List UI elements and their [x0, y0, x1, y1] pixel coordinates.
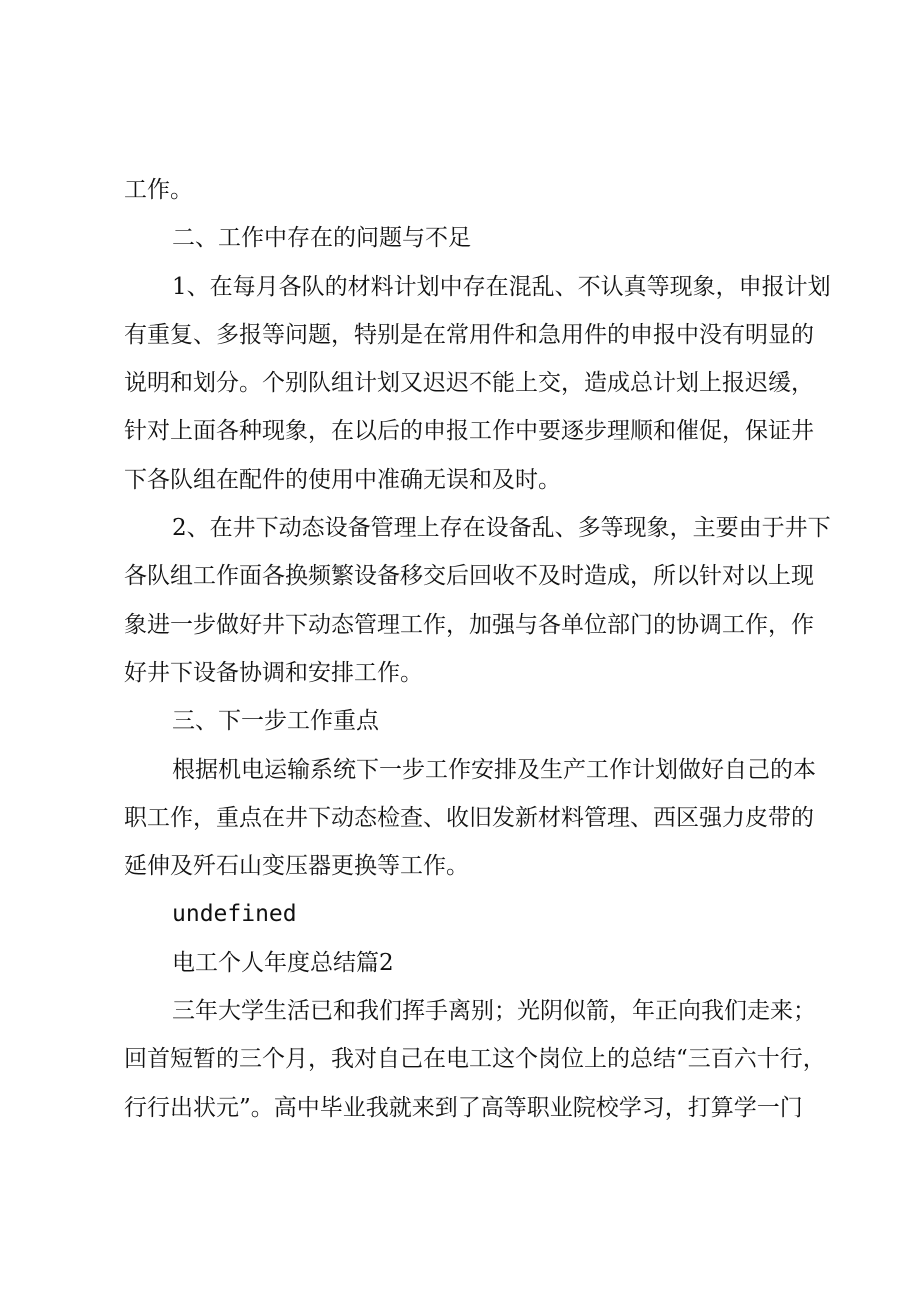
- paragraph-line: 2、在井下动态设备管理上存在设备乱、多等现象，主要由于井下: [172, 515, 831, 542]
- paragraph-line: 职工作，重点在井下动态检查、收旧发新材料管理、西区强力皮带的: [124, 804, 814, 831]
- section-heading: 三、下一步工作重点: [172, 708, 379, 735]
- article-title: 电工个人年度总结篇2: [172, 949, 394, 976]
- paragraph-line: 下各队组在配件的使用中准确无误和及时。: [124, 466, 561, 493]
- document-body: [124, 166, 831, 1132]
- paragraph-line: 说明和划分。个别队组计划又迟迟不能上交，造成总计划上报迟缓，: [124, 370, 814, 397]
- paragraph-line: 三年大学生活已和我们挥手离别；光阴似箭，年正向我们走来；: [172, 998, 816, 1025]
- paragraph-line: 工作。: [124, 177, 193, 203]
- paragraph-line: 有重复、多报等问题，特别是在常用件和急用件的申报中没有明显的: [124, 321, 814, 348]
- undefined-placeholder: undefined: [172, 901, 297, 928]
- paragraph-line: 象进一步做好井下动态管理工作，加强与各单位部门的协调工作，作: [124, 611, 814, 638]
- paragraph-line: 回首短暂的三个月，我对自己在电工这个岗位上的总结“三百六十行，: [124, 1046, 826, 1073]
- paragraph-line: 好井下设备协调和安排工作。: [124, 659, 423, 686]
- paragraph-line: 1、在每月各队的材料计划中存在混乱、不认真等现象，申报计划: [172, 273, 831, 300]
- paragraph-line: 各队组工作面各换频繁设备移交后回收不及时造成，所以针对以上现: [124, 563, 814, 590]
- paragraph-line: 根据机电运输系统下一步工作安排及生产工作计划做好自己的本: [172, 756, 816, 783]
- paragraph-line: 延伸及歼石山变压器更换等工作。: [124, 853, 469, 880]
- paragraph-line: 行行出状元”。高中毕业我就来到了高等职业院校学习，打算学一门: [124, 1094, 803, 1121]
- section-heading: 二、工作中存在的问题与不足: [172, 225, 471, 252]
- paragraph-line: 针对上面各种现象，在以后的申报工作中要逐步理顺和催促，保证井: [124, 418, 814, 445]
